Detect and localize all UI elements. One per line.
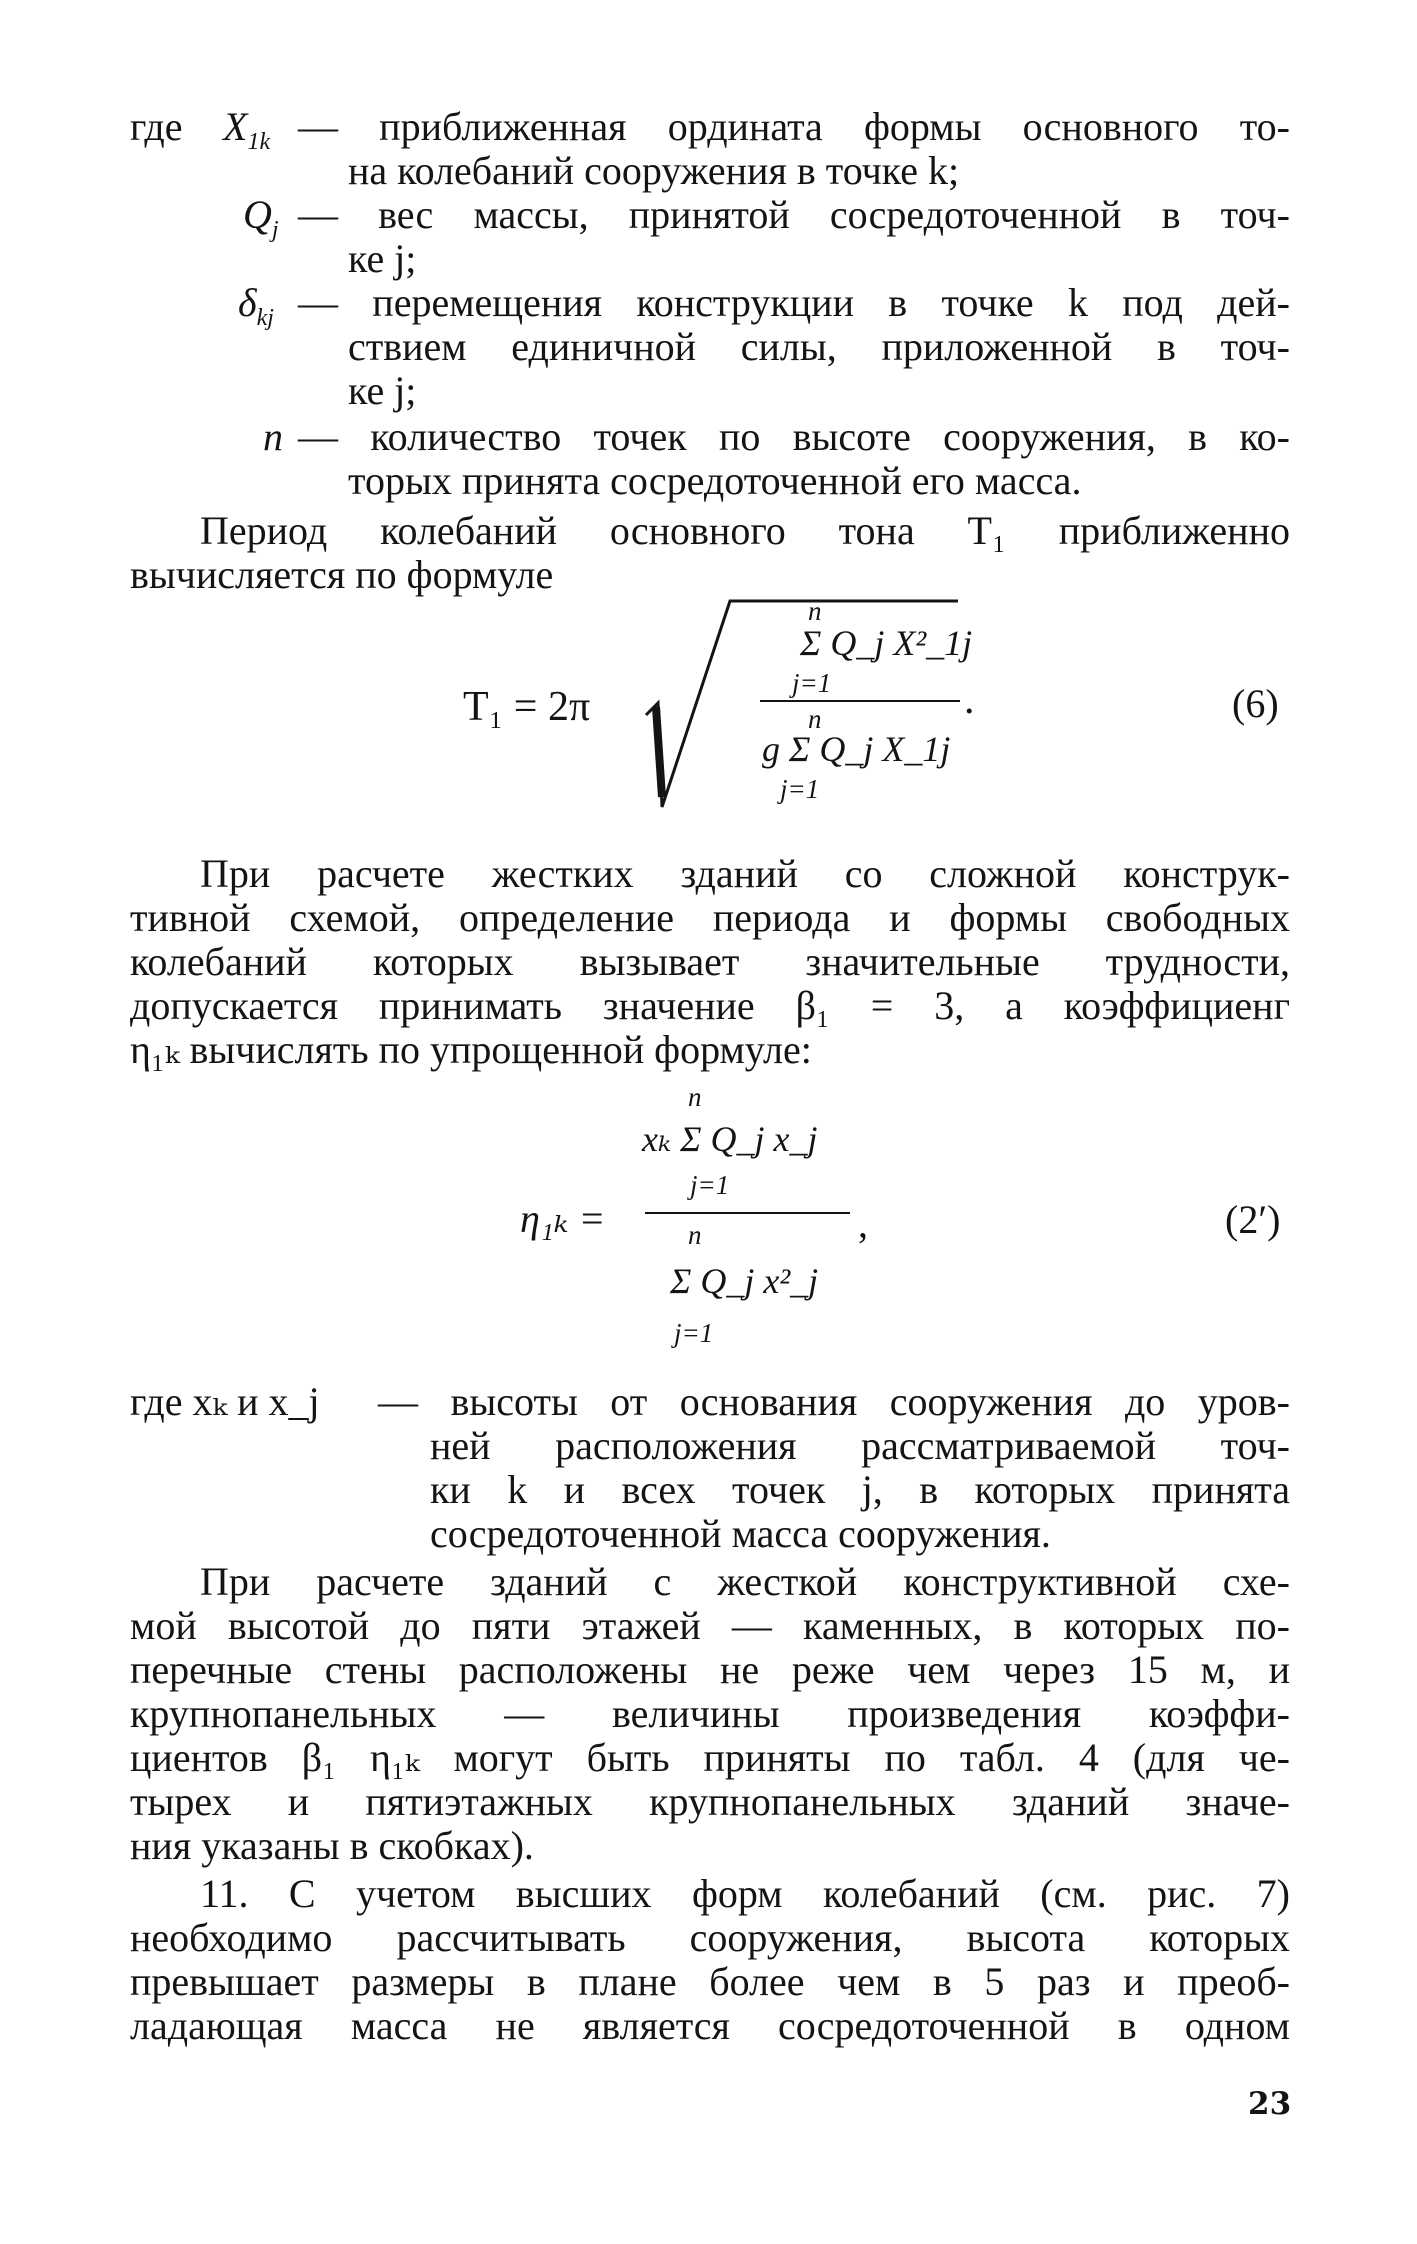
formula-2p-num-sum-top: n — [688, 1082, 702, 1112]
para-rigid-line-3: колебаний которых вызывает значительные трудности, — [130, 939, 1290, 984]
para-period-line-2: вычисляется по формуле — [130, 552, 554, 597]
where-item-3-line-2: ствием единичной силы, приложенной в точ- — [348, 324, 1290, 369]
where-item-2-line-2: ке j; — [348, 236, 417, 281]
para-11-line-1: 11. С учетом высших форм колебаний (см. рис. 7) — [200, 1871, 1290, 1916]
formula-2p-den-sum-bottom: j=1 — [674, 1318, 714, 1348]
formula-6-end: . — [964, 677, 975, 723]
formula-2p-num-expr: xₖ Σ Q_j x_j — [642, 1119, 818, 1159]
formula-6-lhs: T₁ = 2π — [463, 684, 591, 730]
para-five-line-5: циентов β₁ η₁ₖ могут быть приняты по табл. 4 (для че- — [130, 1735, 1290, 1780]
formula-6-num-expr: Σ Q_j X²_1j — [800, 623, 973, 663]
para-five-line-4: крупнопанельных — величины произведения коэффи- — [130, 1691, 1290, 1736]
where-item-2-line-1: — вес массы, принятой сосредоточенной в точ- — [298, 192, 1290, 237]
para-period-line-1: Период колебаний основного тона T₁ приближенно — [200, 508, 1290, 553]
para-11-line-3: превышает размеры в плане более чем в 5 раз и преоб- — [130, 1959, 1290, 2004]
where-word: где — [130, 104, 183, 149]
formula-2p-end: , — [858, 1201, 868, 1246]
para-five-line-7: ния указаны в скобках). — [130, 1823, 534, 1868]
where-2-prefix: где xₖ и x_j — [130, 1379, 320, 1424]
where-item-3-line-3: ке j; — [348, 368, 417, 413]
where-item-1-line-1: — приближенная ордината формы основного то- — [298, 104, 1290, 149]
para-rigid-line-4: допускается принимать значение β₁ = 3, а коэффициенг — [130, 983, 1290, 1028]
para-five-line-2: мой высотой до пяти этажей — каменных, в которых по- — [130, 1603, 1290, 1648]
symbol-delta-kj: $\delta_{kj}$ — [238, 280, 274, 331]
where-item-4-line-2: торых принята сосредоточенной его масса. — [348, 458, 1082, 503]
page-number: 23 — [1248, 2086, 1292, 2122]
para-five-line-1: При расчете зданий с жесткой конструктивной схе- — [200, 1559, 1290, 1604]
where-2-line-4: сосредоточенной масса сооружения. — [430, 1511, 1051, 1556]
formula-2p-lhs: η₁ₖ = — [520, 1196, 606, 1241]
where-2-line-1: — высоты от основания сооружения до уров- — [378, 1379, 1290, 1424]
where-item-1-line-2: на колебаний сооружения в точке k; — [348, 148, 960, 193]
para-rigid-line-1: При расчете жестких зданий со сложной конструк- — [200, 851, 1290, 896]
where-2-line-2: ней расположения рассматриваемой точ- — [430, 1423, 1290, 1468]
formula-2p-den-expr: Σ Q_j x²_j — [670, 1261, 819, 1301]
formula-2p-number: (2′) — [1225, 1197, 1281, 1242]
para-five-line-6: тырех и пятиэтажных крупнопанельных зданий значе- — [130, 1779, 1290, 1824]
symbol-qj: $Q_j$ — [243, 192, 279, 243]
formula-6-num-sum-bottom: j=1 — [792, 668, 832, 698]
formula-2p-den-sum-top: n — [688, 1220, 702, 1250]
where-item-4-line-1: — количество точек по высоте сооружения, в ко- — [298, 414, 1290, 459]
formula-2p-num-sum-bottom: j=1 — [690, 1170, 730, 1200]
formula-6-den-sum-bottom: j=1 — [780, 774, 820, 804]
where-2-line-3: ки k и всех точек j, в которых принята — [430, 1467, 1290, 1512]
para-11-line-4: ладающая масса не является сосредоточенной в одном — [130, 2003, 1290, 2048]
formula-2p-fraction-bar — [645, 1212, 850, 1214]
symbol-x1k: $X_{1k}$ — [223, 104, 271, 155]
para-rigid-line-2: тивной схемой, определение периода и формы свободных — [130, 895, 1290, 940]
where-item-3-line-1: — перемещения конструкции в точке k под дей- — [298, 280, 1290, 325]
symbol-n: n — [263, 414, 283, 459]
formula-6-den-sum-top: n — [808, 704, 822, 734]
para-rigid-line-5: η₁ₖ вычислять по упрощенной формуле: — [130, 1027, 812, 1072]
formula-6-number: (6) — [1232, 681, 1279, 726]
para-five-line-3: перечные стены расположены не реже чем через 15 м, и — [130, 1647, 1290, 1692]
formula-6-den-expr: g Σ Q_j X_1j — [762, 729, 951, 769]
para-11-line-2: необходимо рассчитывать сооружения, высота которых — [130, 1915, 1290, 1960]
formula-6-num-sum-top: n — [808, 596, 822, 626]
formula-6-fraction-bar — [760, 700, 960, 702]
